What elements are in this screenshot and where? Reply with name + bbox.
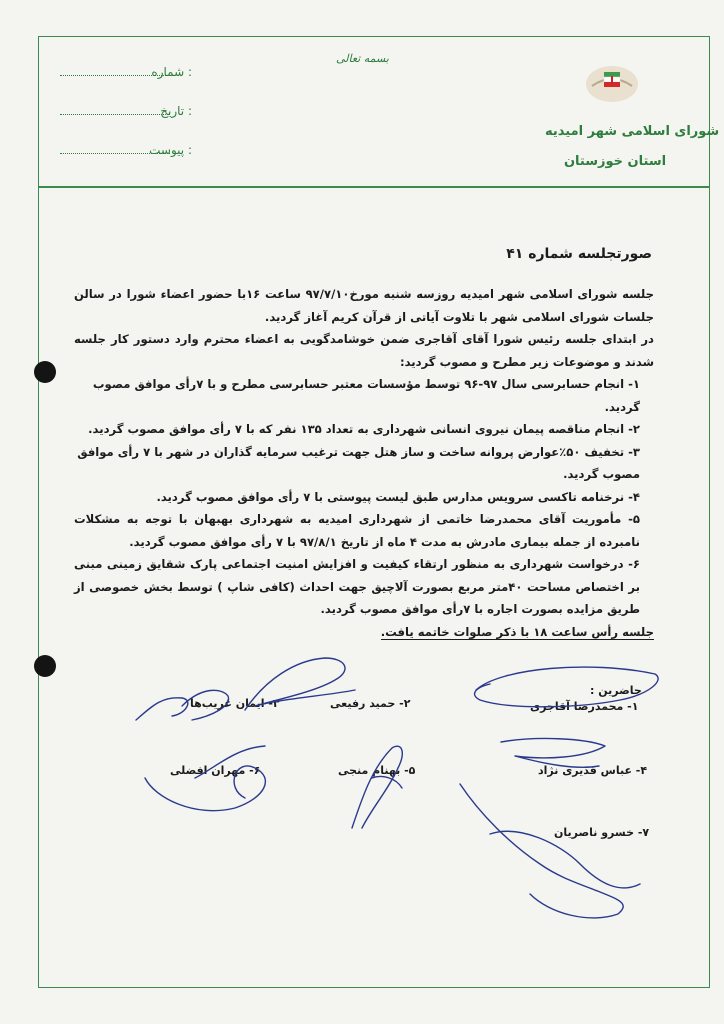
signature-2 — [235, 650, 365, 720]
document-title: صورتجلسه شماره ۴۱ — [506, 246, 652, 262]
punch-hole-top — [34, 361, 56, 383]
resolution-item: ۴- نرخنامه تاکسی سرویس مدارس طبق لیست پیوستی با ۷ رأی موافق مصوب گردید. — [156, 489, 640, 504]
signature-4 — [495, 730, 615, 780]
province-name: استان خوزستان — [563, 154, 667, 169]
signature-7 — [450, 774, 650, 924]
flag-emblem-icon — [580, 58, 644, 108]
attendee-3: ۳- ایمان غریب‌ها — [190, 697, 280, 710]
council-name: شورای اسلامی شهر امیدیه — [545, 124, 720, 139]
document-body — [74, 283, 654, 643]
signature-1 — [470, 660, 670, 720]
punch-hole-bottom — [34, 655, 56, 677]
attendee-7: ۷- خسرو ناصریان — [554, 826, 650, 839]
resolution-item: ۲- انجام مناقصه پیمان نیروی انسانی شهرداری به تعداد ۱۳۵ نفر که با ۷ رأی موافق مصوب گردید. — [88, 422, 640, 436]
resolution-item: ۱- انجام حسابرسی سال ۹۷-۹۶ توسط مؤسسات معتبر حسابرسی مطرح و با ۷رأی موافق مصوب گردید. — [92, 377, 640, 414]
attendee-4: ۴- عباس قدیری نژاد — [538, 764, 648, 777]
closing-line: جلسه رأس ساعت ۱۸ با ذکر صلوات خاتمه یافت. — [380, 624, 654, 639]
signature-5 — [332, 738, 432, 838]
attendee-2: ۲- حمید رفیعی — [330, 697, 411, 710]
attendee-6: ۶- مهران افضلی — [170, 764, 261, 777]
attachment-field: پیوست : — [60, 143, 192, 159]
attendee-5: ۵- بهنام منجی — [338, 764, 416, 777]
date-field: تاریخ : — [60, 104, 192, 120]
intro-paragraph: جلسه شورای اسلامی شهر امیدیه روزسه شنبه مورخ۹۷/۷/۱۰ ساعت ۱۶با حضور اعضاء شورا در سالن جلسات شورای اسلامی شهر با تلاوت آیاتی از قرآن کریم آغاز گردید. — [74, 287, 654, 324]
resolution-item: ۶- درخواست شهرداری به منظور ارتقاء کیفیت و افزایش امنیت اجتماعی پارک شقایق زمینی مبنی بر اختصاص مساحت ۴۰متر مربع بصورت آلاچیق جهت احداث (کافی شاپ ) توسط بخش خصوصی از طریق مزایده بصورت اجاره با ۷رأی موافق مصوب گردید. — [74, 557, 640, 616]
signature-3 — [132, 676, 252, 736]
bismillah: بسمه تعالی — [336, 52, 389, 65]
resolution-item: ۳- تخفیف ۵۰٪عوارض پروانه ساخت و ساز هتل جهت ترغیب سرمایه گذاران در شهر با ۷ رأی موافق مصوب گردید. — [77, 444, 640, 481]
resolution-item: ۵- مأموریت آقای محمدرضا خاتمی از شهرداری امیدیه به شهرداری بهبهان با توجه به مشکلات نامبرده از جمله بیماری مادرش به مدت ۴ ماه از تاریخ ۹۷/۸/۱ با ۷ رأی موافق مصوب گردید. — [74, 512, 640, 549]
header-divider — [38, 186, 710, 188]
intro-paragraph: در ابتدای جلسه رئیس شورا آقای آقاجری ضمن خوشامدگویی به اعضاء محترم وارد دستور کار جلسه شدند و موضوعات زیر مطرح و مصوب گردید: — [74, 332, 654, 369]
attendees-label: حاضرین : — [590, 684, 642, 697]
number-field: شماره : — [60, 65, 192, 81]
signature-6 — [135, 738, 285, 828]
attendee-1: ۱- محمدرضا آقاجری — [530, 700, 639, 713]
